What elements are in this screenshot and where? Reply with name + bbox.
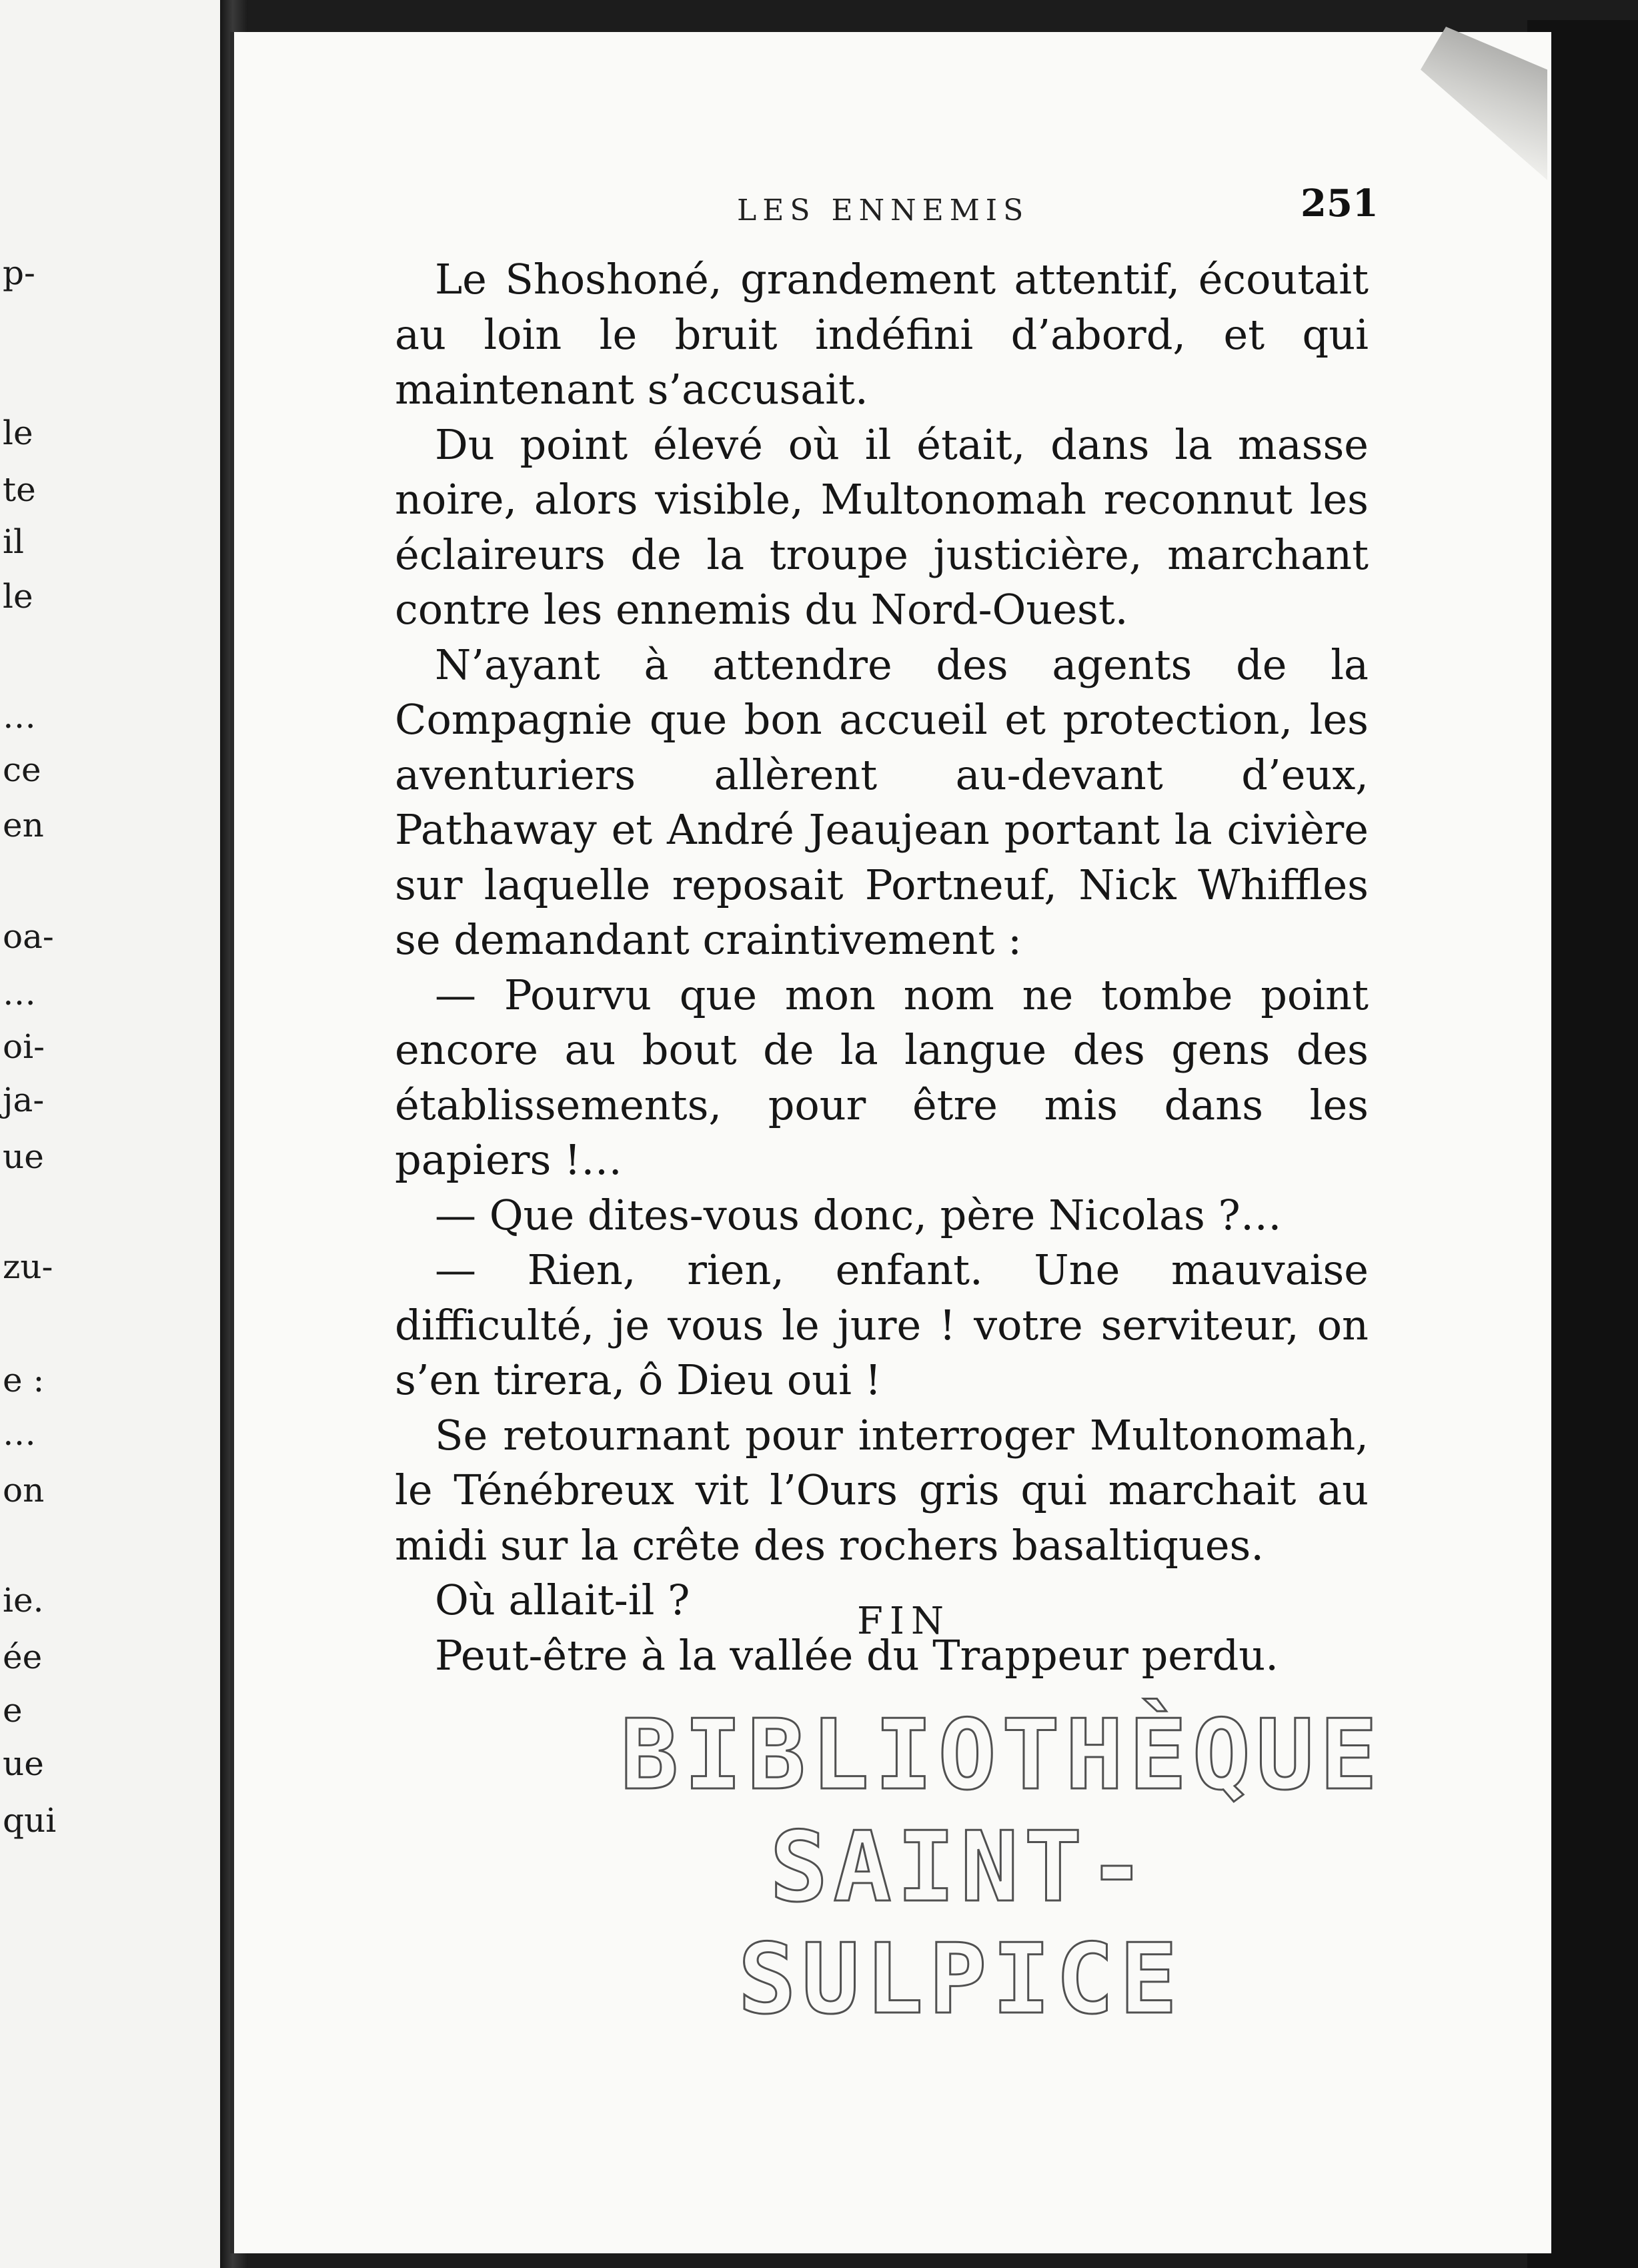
body-text: [395, 252, 1369, 1683]
left-page: [0, 0, 220, 2268]
paragraph: Peut-être à la vallée du Trappeur perdu.: [435, 1630, 1279, 1680]
left-page-fragment: te: [3, 470, 36, 509]
paragraph: Le Shoshoné, grandement attentif, écoutait au loin le bruit indéfini d’abord, et qui maintenant s’accusait.: [395, 255, 1369, 414]
dialogue-line: — Que dites-vous donc, père Nicolas ?…: [435, 1190, 1282, 1239]
left-page-fragment: ja-: [3, 1081, 45, 1119]
left-page-fragment: e: [3, 1691, 23, 1730]
fin-label: FIN: [857, 1600, 950, 1643]
left-page-fragment: ie.: [3, 1581, 44, 1620]
left-page-fragment: zu-: [3, 1247, 53, 1286]
left-page-fragment: e :: [3, 1361, 45, 1399]
left-page-fragment: le: [3, 577, 33, 616]
left-page-fragment: …: [3, 1414, 36, 1453]
library-perforation-stamp: [620, 1699, 1383, 2036]
paragraph: Du point élevé où il était, dans la masse noire, alors visible, Multonomah reconnut les éclaireurs de la troupe justicière, marchant contre les ennemis du Nord-Ouest.: [395, 420, 1369, 634]
left-page-fragment: le: [3, 414, 33, 452]
left-page-fragment: p-: [3, 253, 35, 292]
left-page-fragment: oi-: [3, 1027, 45, 1066]
left-page-fragment: ée: [3, 1638, 43, 1676]
left-page-fragment: ue: [3, 1137, 44, 1176]
left-page-fragment: …: [3, 697, 36, 736]
left-page-fragment: il: [3, 522, 24, 561]
left-page-text-fragments: [0, 0, 220, 2268]
left-page-fragment: en: [3, 806, 44, 844]
page-number: 251: [1301, 181, 1379, 225]
left-page-fragment: on: [3, 1471, 45, 1510]
left-page-fragment: ce: [3, 750, 41, 789]
paragraph: N’ayant à attendre des agents de la Compagnie que bon accueil et protection, les aventuriers allèrent au-devant d’eux, Pathaway et André Jeaujean portant la civière sur laquelle reposait Portneuf, Nick Whiffles se demandant craintivement :: [395, 640, 1369, 964]
stamp-line-2: SAINT-SULPICE: [738, 1811, 1183, 2036]
dialogue-line: — Rien, rien, enfant. Une mauvaise difficulté, je vous le jure ! votre serviteur, on s’en tirera, ô Dieu oui !: [395, 1245, 1369, 1404]
paragraph: Où allait-il ?: [435, 1576, 690, 1624]
left-page-fragment: …: [3, 974, 36, 1013]
left-page-fragment: qui: [3, 1801, 57, 1840]
paragraph: Se retournant pour interroger Multonomah, le Ténébreux vit l’Ours gris qui marchait au midi sur la crête des rochers basaltiques.: [395, 1410, 1369, 1570]
left-page-fragment: ue: [3, 1744, 44, 1783]
running-head: LES ENNEMIS: [737, 193, 1030, 227]
left-page-fragment: oa-: [3, 917, 54, 956]
stamp-line-1: BIBLIOTHÈQUE: [620, 1699, 1383, 1812]
dialogue-line: — Pourvu que mon nom ne tombe point encore au bout de la langue des gens des établissements, pour être mis dans les papiers !…: [395, 970, 1369, 1184]
